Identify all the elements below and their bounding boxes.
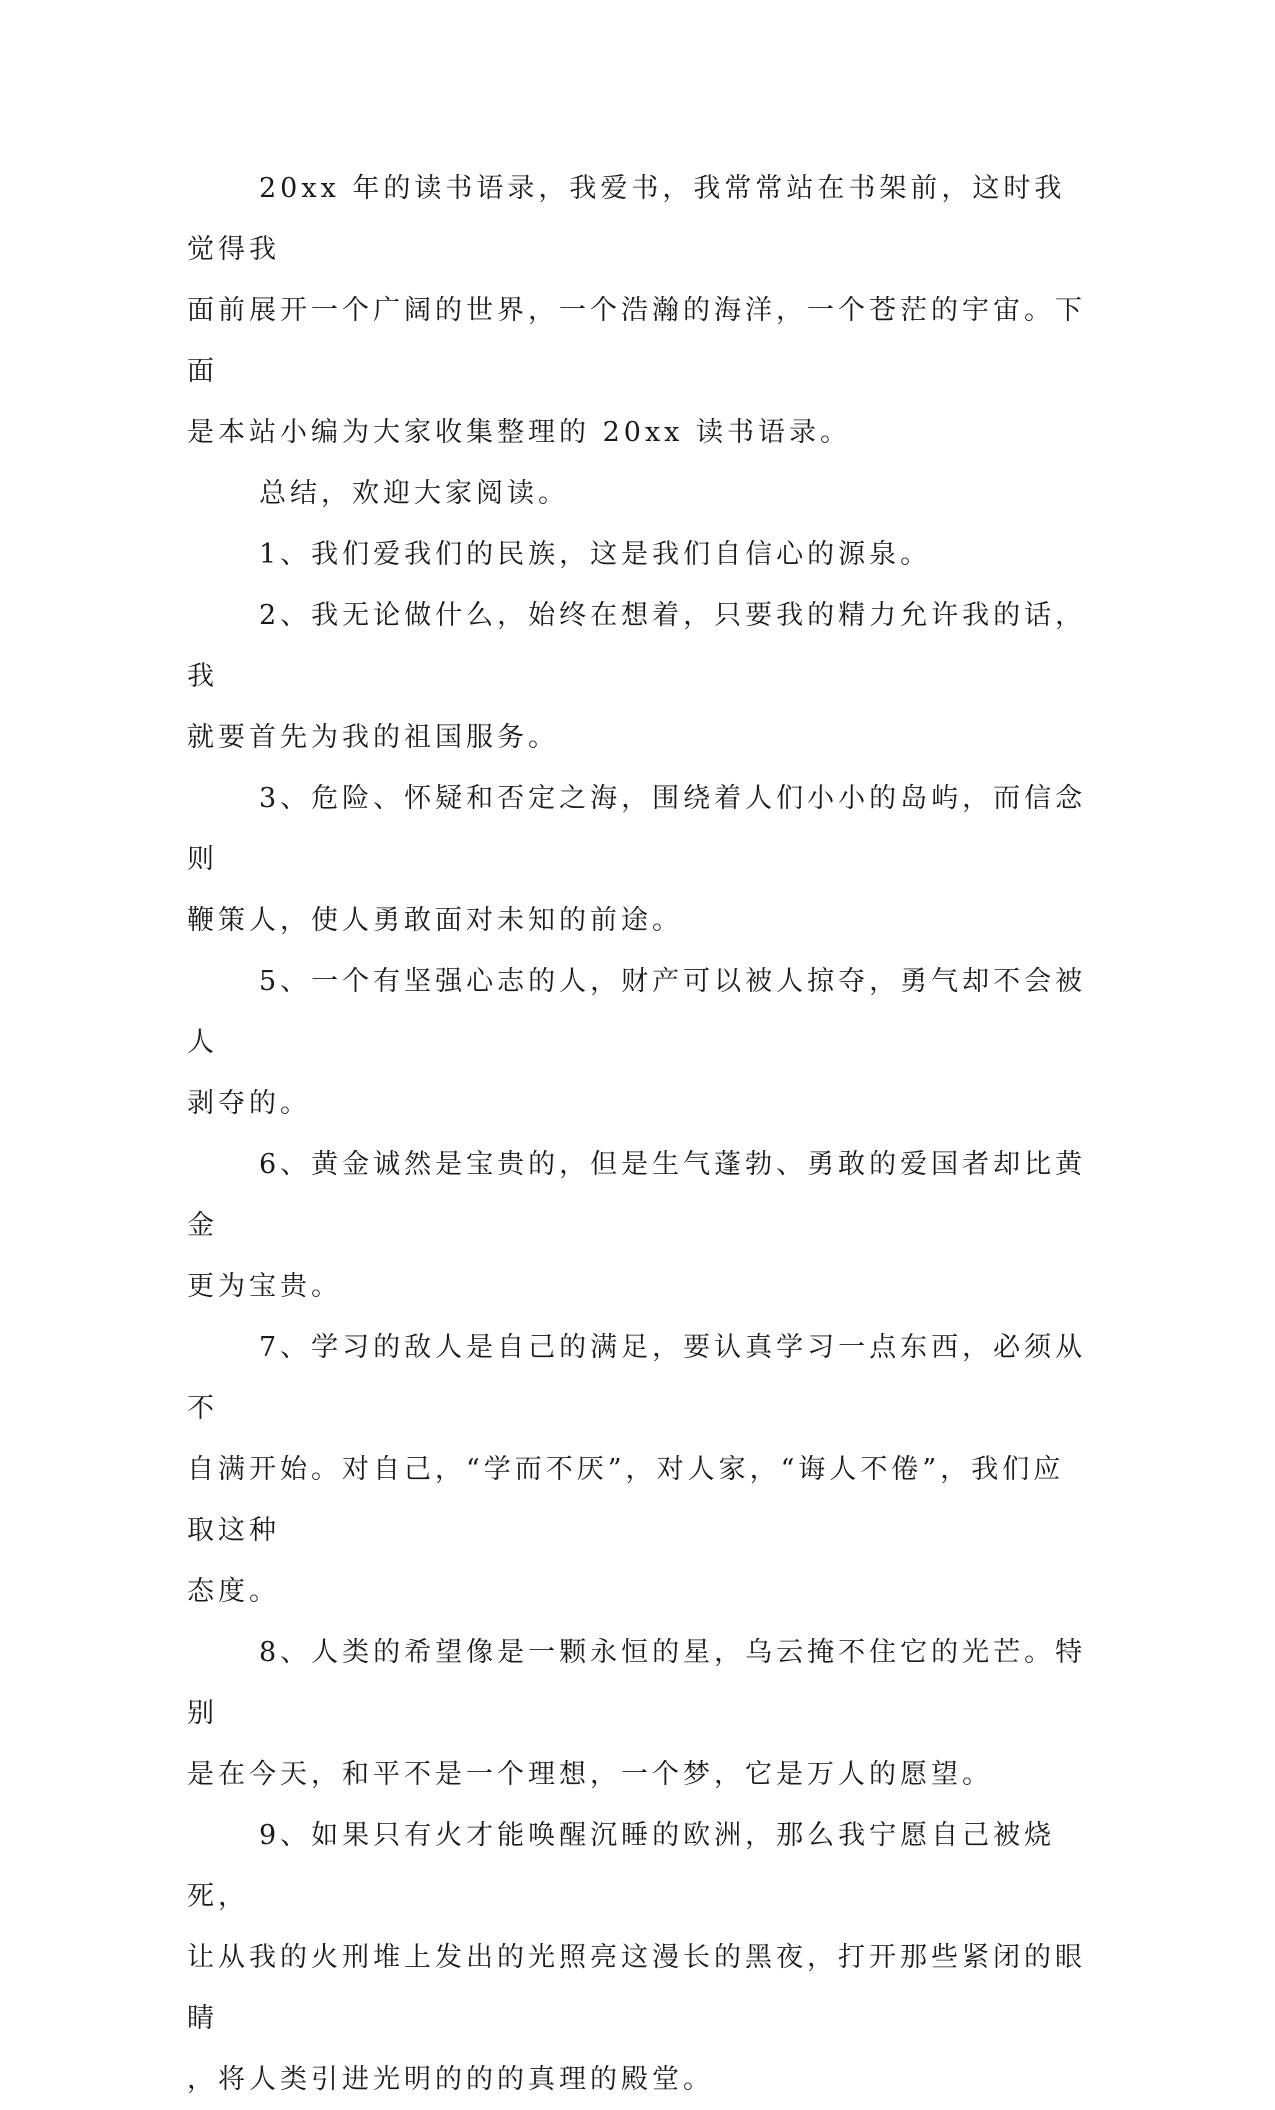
quote-1: 1、我们爱我们的民族，这是我们自信心的源泉。	[259, 539, 932, 570]
quote-9: 9、如果只有火才能唤醒沉睡的欧洲，那么我宁愿自己被烧死， 让从我的火刑堆上发出的光照亮这漫长的黑夜，打开那些紧闭的眼睛 ，将人类引进光明的的的真理的殿堂。	[187, 1820, 1086, 2095]
quote-5: 5、一个有坚强心志的人，财产可以被人掠夺，勇气却不会被人 剥夺的。	[187, 966, 1087, 1119]
quote-6: 6、黄金诚然是宝贵的，但是生气蓬勃、勇敢的爱国者却比黄金 更为宝贵。	[187, 1149, 1087, 1302]
quote-3: 3、危险、怀疑和否定之海，围绕着人们小小的岛屿，而信念则 鞭策人，使人勇敢面对未知的前途。	[187, 783, 1087, 936]
document-body	[187, 158, 1087, 2110]
quote-7: 7、学习的敌人是自己的满足，要认真学习一点东西，必须从不 自满开始。对自己，“学而不厌”，对人家，“诲人不倦”，我们应取这种 态度。	[187, 1332, 1087, 1607]
quote-2: 2、我无论做什么，始终在想着，只要我的精力允许我的话，我 就要首先为我的祖国服务。	[187, 600, 1087, 753]
paragraph-summary: 总结，欢迎大家阅读。	[259, 478, 569, 509]
paragraph-intro: 20xx 年的读书语录，我爱书，我常常站在书架前，这时我觉得我 面前展开一个广阔的世界，一个浩瀚的海洋，一个苍茫的宇宙。下面 是本站小编为大家收集整理的 20xx 读书语录。	[187, 173, 1086, 448]
quote-8: 8、人类的希望像是一颗永恒的星，乌云掩不住它的光芒。特别 是在今天，和平不是一个理想，一个梦，它是万人的愿望。	[187, 1637, 1087, 1790]
